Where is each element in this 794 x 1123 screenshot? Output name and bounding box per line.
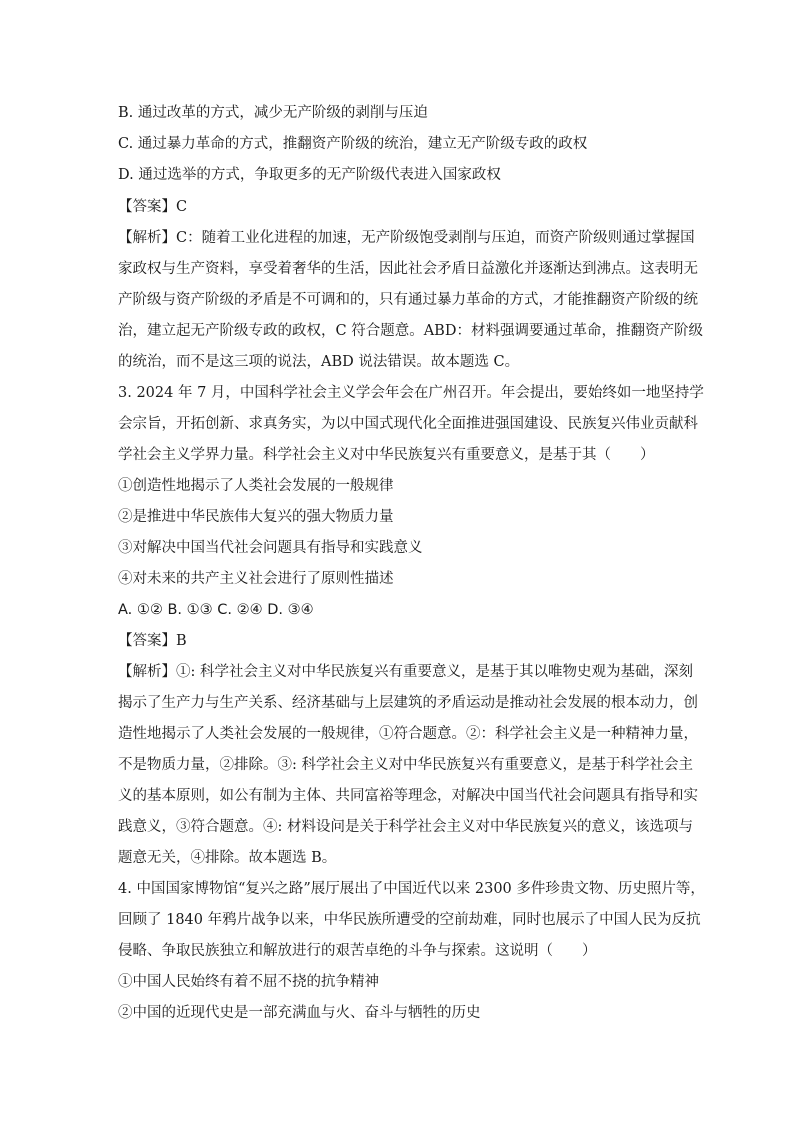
analysis-line: 造性地揭示了人类社会发展的一般规律，①符合题意。②：科学社会主义是一种精神力量， bbox=[118, 726, 698, 742]
statement-3: ③对解决中国当代社会问题具有指导和实践意义 bbox=[118, 540, 423, 556]
analysis-line: 义的基本原则，如公有制为主体、共同富裕等理念，对解决中国当代社会问题具有指导和实 bbox=[118, 788, 698, 804]
option-c: C. 通过暴力革命的方式，推翻资产阶级的统治，建立无产阶级专政的政权 bbox=[118, 136, 588, 152]
analysis-line: 【解析】①: 科学社会主义对中华民族复兴有重要意义，是基于其以唯物史观为基础，深刻 bbox=[118, 664, 693, 680]
analysis-line: 产阶级与资产阶级的矛盾是不可调和的，只有通过暴力革命的方式，才能推翻资产阶级的统 bbox=[118, 292, 698, 308]
answer-label: 【答案】C bbox=[118, 199, 188, 215]
option-d: D. 通过选举的方式，争取更多的无产阶级代表进入国家政权 bbox=[118, 167, 501, 183]
question-4-stem: 侵略、争取民族独立和解放进行的艰苦卓绝的斗争与探索。这说明（ ） bbox=[118, 943, 597, 959]
analysis-line: 【解析】C：随着工业化进程的加速，无产阶级饱受剥削与压迫，而资产阶级则通过掌握国 bbox=[118, 230, 695, 246]
question-3-stem: 3. 2024 年 7 月，中国科学社会主义学会年会在广州召开。年会提出，要始终如一地坚持学 bbox=[118, 385, 704, 401]
statement-1: ①创造性地揭示了人类社会发展的一般规律 bbox=[118, 478, 394, 494]
statement-2: ②中国的近现代史是一部充满血与火、奋斗与牺牲的历史 bbox=[118, 1005, 481, 1021]
question-4-stem: 回顾了 1840 年鸦片战争以来，中华民族所遭受的空前劫难，同时也展示了中国人民为反抗 bbox=[118, 912, 701, 928]
question-3-stem: 学社会主义学界力量。科学社会主义对中华民族复兴有重要意义，是基于其（ ） bbox=[118, 447, 655, 463]
analysis-line: 治，建立起无产阶级专政的政权，C 符合题意。ABD：材料强调要通过革命，推翻资产阶级 bbox=[118, 323, 703, 339]
statement-1: ①中国人民始终有着不屈不挠的抗争精神 bbox=[118, 974, 379, 990]
analysis-line: 的统治，而不是这三项的说法，ABD 说法错误。故本题选 C。 bbox=[118, 354, 520, 370]
answer-label: 【答案】B bbox=[118, 633, 187, 649]
analysis-line: 践意义，③符合题意。④: 材料设问是关于科学社会主义对中华民族复兴的意义，该选项与 bbox=[118, 819, 693, 835]
question-4-stem: 4. 中国国家博物馆“复兴之路”展厅展出了中国近代以来 2300 多件珍贵文物、历史照片等， bbox=[118, 881, 705, 897]
analysis-line: 不是物质力量，②排除。③: 科学社会主义对中华民族复兴有重要意义，是基于科学社会主 bbox=[118, 757, 693, 773]
analysis-line: 家政权与生产资料，享受着奢华的生活，因此社会矛盾日益激化并逐渐达到沸点。这表明无 bbox=[118, 261, 698, 277]
question-3-stem: 会宗旨，开拓创新、求真务实，为以中国式现代化全面推进强国建设、民族复兴伟业贡献科 bbox=[118, 416, 698, 432]
statement-2: ②是推进中华民族伟大复兴的强大物质力量 bbox=[118, 509, 394, 525]
analysis-line: 揭示了生产力与生产关系、经济基础与上层建筑的矛盾运动是推动社会发展的根本动力，创 bbox=[118, 695, 698, 711]
choices: A. ①② B. ①③ C. ②④ D. ③④ bbox=[118, 602, 314, 618]
statement-4: ④对未来的共产主义社会进行了原则性描述 bbox=[118, 571, 394, 587]
option-b: B. 通过改革的方式，减少无产阶级的剥削与压迫 bbox=[118, 105, 428, 121]
analysis-line: 题意无关，④排除。故本题选 B。 bbox=[118, 850, 337, 866]
